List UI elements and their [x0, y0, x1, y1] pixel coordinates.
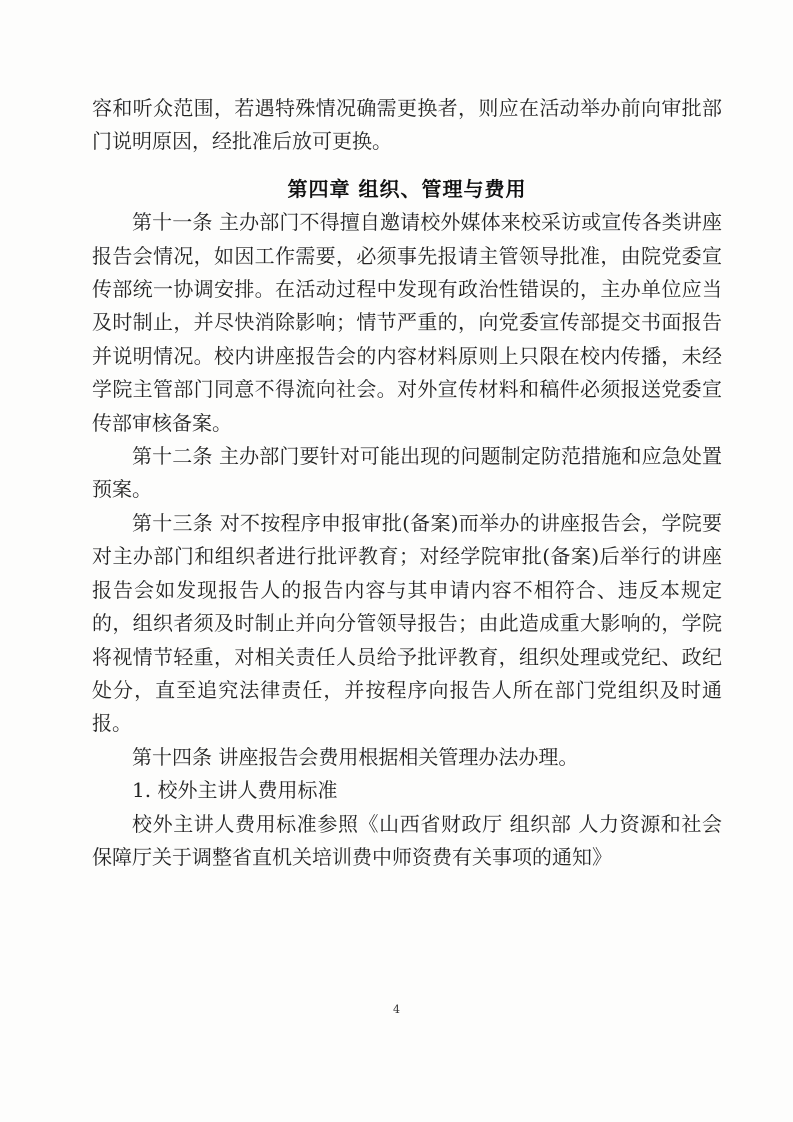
chapter-title: 第四章 组织、管理与费用 — [287, 176, 527, 201]
continuation-paragraph: 容和听众范围，若遇特殊情况确需更换者，则应在活动举办前向审批部门说明原因，经批准后放可更换。 — [92, 96, 722, 154]
item-heading: 1. 校外主讲人费用标准 — [132, 778, 338, 803]
article-11-paragraph: 第十一条 主办部门不得擅自邀请校外媒体来校采访或宣传各类讲座报告会情况，如因工作需要，必须事先报请主管领导批准，由院党委宣传部统一协调安排。在活动过程中发现有政治性错误的，主办单位应当及时制止，并尽快消除影响；情节严重的，向党委宣传部提交书面报告并说明情况。校内讲座报告会的内容材料原则上只限在校内传播，未经学院主管部门同意不得流向社会。对外宣传材料和稿件必须报送党委宣传部审核备案。 — [92, 210, 722, 435]
page-number: 4 — [393, 1003, 400, 1016]
document-body — [92, 92, 722, 874]
article-12-paragraph: 第十二条 主办部门要针对可能出现的问题制定防范措施和应急处置预案。 — [92, 444, 722, 502]
article-14-paragraph: 第十四条 讲座报告会费用根据相关管理办法办理。 — [132, 744, 579, 769]
article-13-paragraph: 第十三条 对不按程序申报审批(备案)而举办的讲座报告会，学院要对主办部门和组织者进行批评教育；对经学院审批(备案)后举行的讲座报告会如发现报告人的报告内容与其申请内容不相符合、违反本规定的，组织者须及时制止并向分管领导报告；由此造成重大影响的，学院将视情节轻重，对相关责任人员给予批评教育，组织处理或党纪、政纪处分，直至追究法律责任，并按程序向报告人所在部门党组织及时通报。 — [92, 510, 722, 736]
fee-standard-paragraph: 校外主讲人费用标准参照《山西省财政厅 组织部 人力资源和社会保障厅关于调整省直机关培训费中师资费有关事项的通知》 — [92, 811, 722, 869]
